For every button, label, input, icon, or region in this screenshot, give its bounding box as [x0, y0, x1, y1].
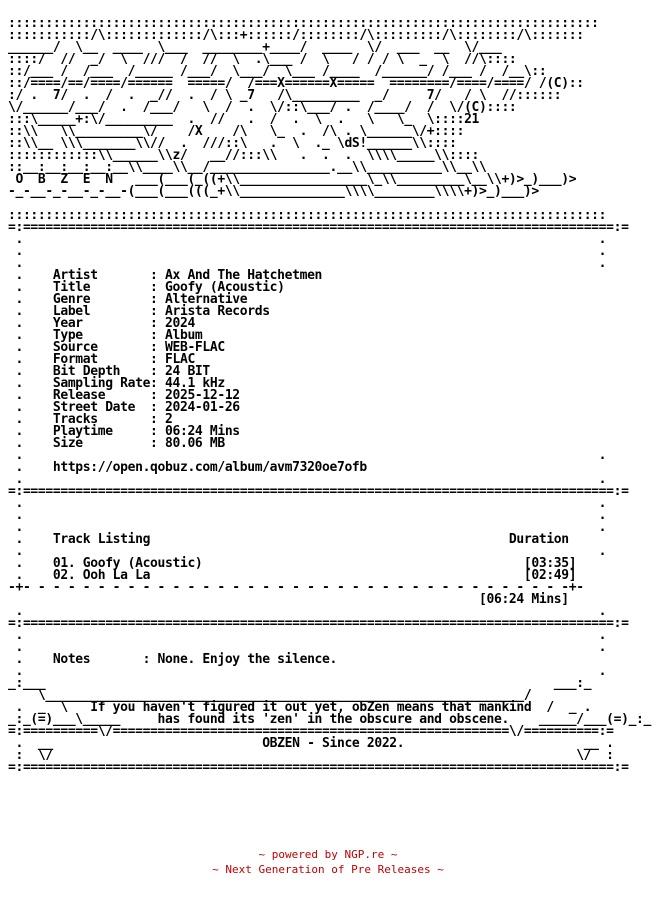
frame-bottom: =:===============================================================================:=: [8, 760, 629, 775]
tagline-line: . _ \ If you haven't figured it out yet, obZen means that mankind / _ .: [15, 700, 592, 715]
tracklist-header: . Track Listing Duration: [15, 532, 569, 547]
powered-by-text: ~ powered by NGP.re ~: [258, 848, 398, 861]
frame-line: . .: [15, 628, 607, 643]
release-info-row: . Year : 2024: [15, 316, 195, 331]
release-info-row: . Tracks : 2: [15, 412, 173, 427]
frame-line: . .: [15, 256, 607, 271]
frame-top: =:===============================================================================:=: [8, 220, 629, 235]
release-url: . https://open.qobuz.com/album/avm7320oe7ofb: [15, 460, 367, 475]
tracklist-rule: -+- - - - - - - - - - - - - - - - - - - - - - - - - - - - - - - - - - - - -+-: [8, 580, 584, 595]
frame-separator: =:===============================================================================:=: [8, 616, 629, 631]
frame-line: . .: [15, 472, 607, 487]
notes-row: . Notes : None. Enjoy the silence.: [15, 652, 337, 667]
banner-art-line: :::::::::::/\:::::::::::::/\:::+::::::/::::::::/\:::::::::/\::::::::/\:::::::: [8, 28, 584, 43]
banner-art-line: ::__:__:__:__:__\\____\\__/________________.__\\__________\\__\\: [8, 160, 487, 175]
frame-line: . .: [15, 508, 607, 523]
track-row: . 02. Ooh La La [02:49]: [15, 568, 577, 583]
nfo-text: [8, 18, 651, 774]
frame-line: . .: [15, 604, 607, 619]
banner-art-line: ______/ \__ ____ \___ ________+____/ ____ \/ ___ __ \/___: [8, 40, 502, 55]
banner-art-line: ::::::::::::\\______\\z/ __//:::\\ . . . \\\\_____\\::::: [8, 148, 480, 163]
frame-line: . .: [15, 496, 607, 511]
banner-art-line: ::\\__ \\\_______\\// . ///::\ . \ ._ \dS!______\\::::: [8, 136, 457, 151]
divider-row: ::::::::::::::::::::::::::::::::::::::::::::::::::::::::::::::::::::::::::::::::: [8, 208, 607, 223]
tagline-border: _:___ ___:_: [8, 676, 592, 691]
frame-line: . .: [15, 520, 607, 535]
release-info-row: . Source : WEB-FLAC: [15, 340, 225, 355]
banner-art-line: ::\\ \\_________\/ /X /\ \_ . /\ . \______\/+::::: [8, 124, 465, 139]
next-generation-text: ~ Next Generation of Pre Releases ~: [212, 863, 444, 876]
since-line: . __ OBZEN - Since 2022. __ .: [15, 736, 614, 751]
banner-art-line: ::::/ // _/ \ /// / // \ .\___ / \ / / / \ _ \ //\::::: [8, 52, 517, 67]
release-info-row: . Label : Arista Records: [15, 304, 270, 319]
tagline-line: _:_(=)___\_____ has found its 'zen' in the obscure and obscene. _____/___(=)_:_: [8, 712, 651, 727]
frame-line: . .: [15, 232, 607, 247]
release-info-row: . Bit Depth : 24 BIT: [15, 364, 210, 379]
frame-line: . .: [15, 544, 607, 559]
banner-art-line: ::/====/==/====/====== =====/ /===X======X===== ========/====/====/ /(C)::: [8, 76, 584, 91]
release-info-row: . Format : FLAC: [15, 352, 195, 367]
frame-line: . .: [15, 664, 607, 679]
release-info-row: . Artist : Ax And The Hatchetmen: [15, 268, 323, 283]
banner-art-line: :::\_____+:\/_________ . // . / . \ . \ \_ \::::21: [8, 112, 480, 127]
banner-art-line: :::::::::::::::::::::::::::::::::::::::::::::::::::::::::::::::::::::::::::::::: [8, 16, 599, 31]
banner-art-line: O B Z E N ___(___(_((+\\_________________\_\\_________\__\\+)>_)___)>: [15, 172, 577, 187]
tagline-border: =:==========\/=====================================================\/==========:=: [8, 724, 614, 739]
banner-art-line: -_-__-_-__-_-__-(___(___(((_+\\______________\\\\________\\\\+)>_)___)>: [8, 184, 539, 199]
footer: [0, 847, 656, 877]
frame-line: . .: [15, 640, 607, 655]
release-info-row: . Release : 2025-12-12: [15, 388, 240, 403]
tagline-border: \________________________________________________________________/: [37, 688, 532, 703]
banner-art-line: \/______/___/ . /___/ \ / . \/::\___/ . /____/ / \/(C)::::: [8, 100, 517, 115]
banner-art-line: :/ . 7/ . / . _// . / \ _7 /\_________ _/ 7/ / \ //::::::: [8, 88, 562, 103]
banner-art-line: ::/___ / /___ /_____ /___/ \___/ \___ /____ /______/ /___ / /__\::: [8, 64, 547, 79]
release-info-row: . Title : Goofy (Acoustic): [15, 280, 285, 295]
since-line: : \/ \/ :: [15, 748, 614, 763]
release-info-row: . Playtime : 06:24 Mins: [15, 424, 240, 439]
frame-separator: =:===============================================================================:=: [8, 484, 629, 499]
release-info-row: . Sampling Rate: 44.1 kHz: [15, 376, 225, 391]
frame-line: . .: [15, 244, 607, 259]
release-info-row: . Street Date : 2024-01-26: [15, 400, 240, 415]
track-row: . 01. Goofy (Acoustic) [03:35]: [15, 556, 577, 571]
frame-line: . .: [15, 448, 607, 463]
tracklist-total: [06:24 Mins]: [479, 592, 569, 607]
release-info-row: . Type : Album: [15, 328, 203, 343]
release-info-row: . Genre : Alternative: [15, 292, 248, 307]
release-info-row: . Size : 80.06 MB: [15, 436, 225, 451]
